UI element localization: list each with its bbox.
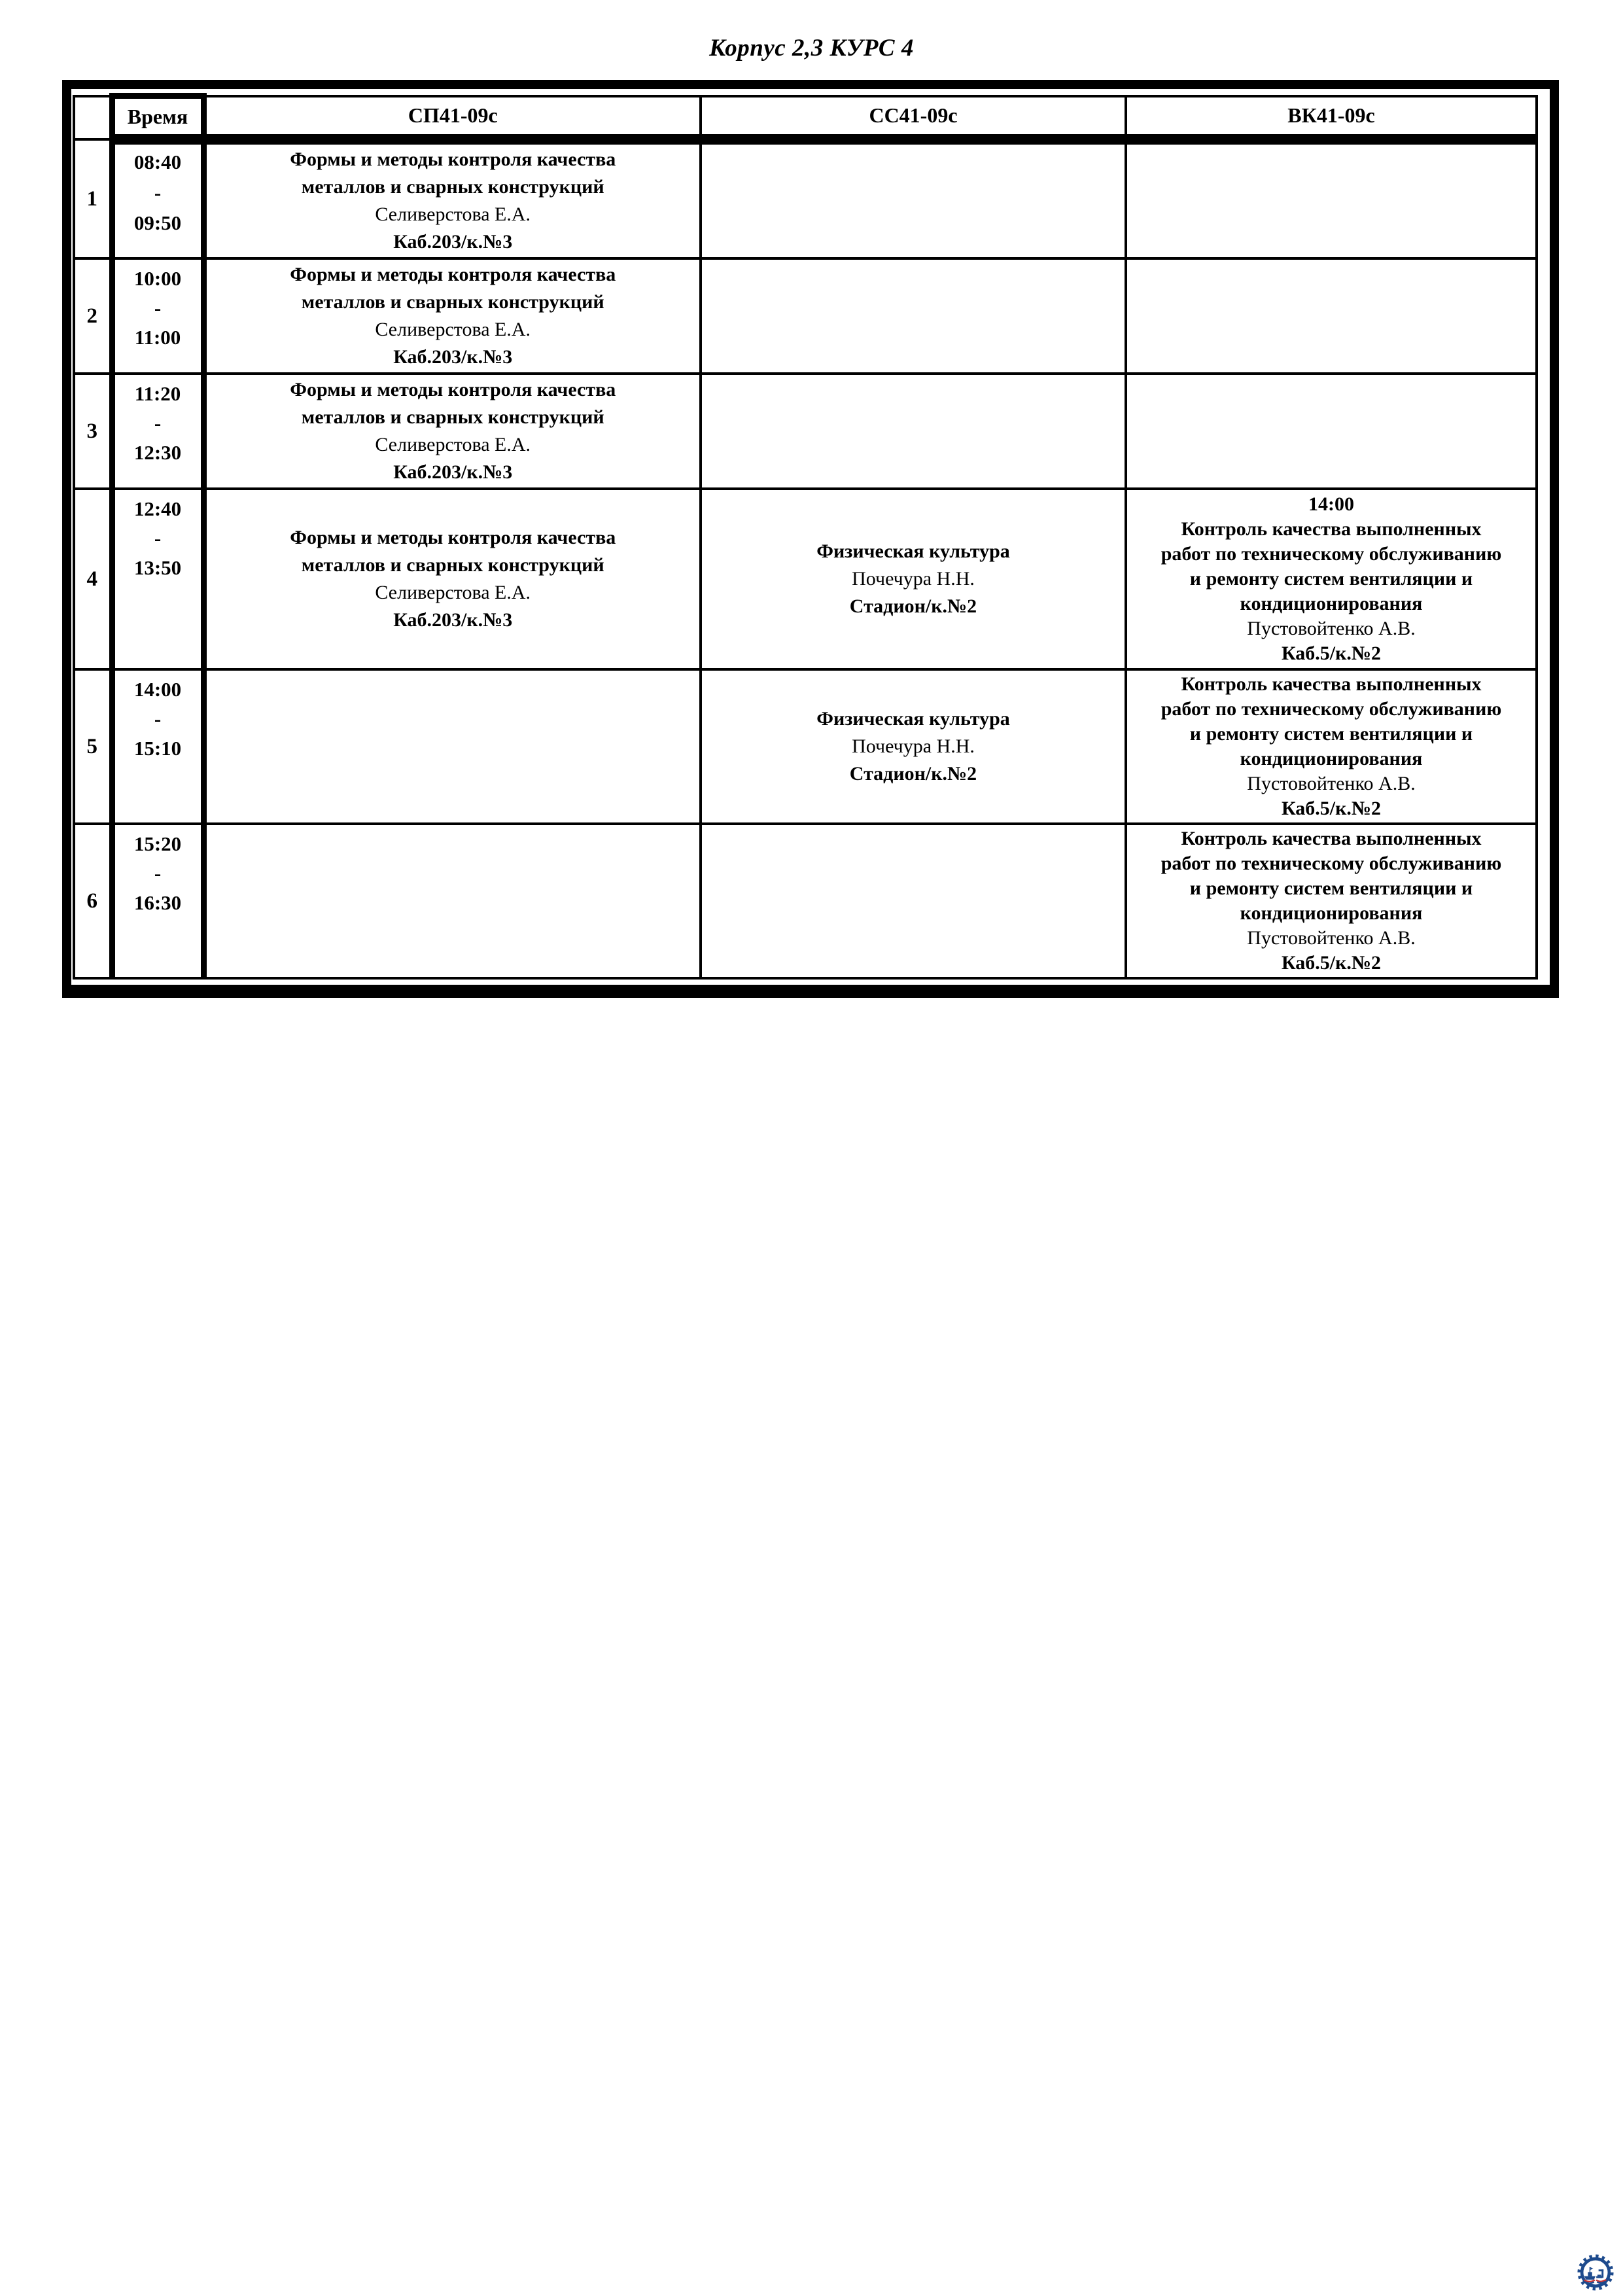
schedule-row-4 — [74, 489, 1537, 669]
lesson-cell-vk41 — [1126, 489, 1537, 669]
lesson-subject-line: кондиционирования — [1240, 902, 1423, 924]
lesson-teacher: Селиверстова Е.А. — [375, 203, 531, 225]
lesson-cell-vk41 — [1126, 374, 1537, 489]
lesson-cell-vk41 — [1126, 669, 1537, 824]
time-dash: - — [154, 181, 162, 204]
lesson-subject-line: кондиционирования — [1240, 748, 1423, 769]
lesson-subject-line: Физическая культура — [816, 708, 1010, 730]
lesson-subject-line: Формы и методы контроля качества — [290, 527, 616, 548]
lesson-cell-vk41 — [1126, 139, 1537, 258]
lesson-subject-line: Формы и методы контроля качества — [290, 149, 616, 170]
lesson-room: Каб.203/к.№3 — [393, 346, 513, 368]
lesson-subject-line: работ по техническому обслуживанию — [1161, 853, 1502, 874]
lesson-cell-ss41 — [701, 824, 1126, 978]
lesson-cell-ss41 — [701, 139, 1126, 258]
schedule-row-1 — [74, 139, 1537, 258]
lesson-cell-sp41 — [203, 489, 701, 669]
time-end: 09:50 — [133, 211, 182, 234]
lesson-cell-vk41 — [1126, 258, 1537, 374]
lesson-start-time: 14:00 — [1308, 493, 1354, 515]
schedule-row-3 — [74, 374, 1537, 489]
lesson-teacher: Селиверстова Е.А. — [375, 434, 531, 455]
lesson-room: Стадион/к.№2 — [849, 763, 977, 785]
lesson-cell-vk41 — [1126, 824, 1537, 978]
lesson-time — [112, 669, 203, 824]
lesson-time — [112, 258, 203, 374]
page-title: Корпус 2,3 КУРС 4 — [709, 35, 914, 62]
time-dash: - — [154, 296, 162, 319]
lesson-time — [112, 139, 203, 258]
time-start: 10:00 — [133, 267, 182, 290]
lesson-room: Каб.203/к.№3 — [393, 461, 513, 483]
time-start: 15:20 — [133, 832, 182, 855]
lesson-number: 1 — [74, 139, 112, 258]
schedule-row-6 — [74, 824, 1537, 978]
lesson-teacher: Почечура Н.Н. — [852, 568, 975, 590]
time-dash: - — [154, 527, 162, 550]
lesson-subject-line: металлов и сварных конструкций — [301, 406, 604, 428]
lesson-cell-sp41 — [203, 258, 701, 374]
lesson-room: Каб.203/к.№3 — [393, 609, 513, 631]
lesson-teacher: Селиверстова Е.А. — [375, 582, 531, 603]
lesson-subject-line: Контроль качества выполненных — [1181, 673, 1482, 695]
lesson-time — [112, 824, 203, 978]
lesson-subject-line: металлов и сварных конструкций — [301, 176, 604, 198]
time-end: 15:10 — [133, 737, 182, 760]
time-start: 11:20 — [134, 382, 181, 405]
lesson-subject-line: работ по техническому обслуживанию — [1161, 698, 1502, 720]
lesson-cell-ss41 — [701, 374, 1126, 489]
lesson-teacher: Селиверстова Е.А. — [375, 319, 531, 340]
lesson-room: Стадион/к.№2 — [849, 595, 977, 617]
time-dash: - — [154, 412, 162, 434]
lesson-subject-line: работ по техническому обслуживанию — [1161, 543, 1502, 565]
lesson-cell-ss41 — [701, 669, 1126, 824]
time-start: 12:40 — [133, 497, 182, 520]
schedule-table-frame — [62, 80, 1559, 998]
header-cell-time: Время — [112, 96, 203, 140]
lesson-number: 6 — [74, 824, 112, 978]
header-cell-group-ss41: СС41-09с — [701, 96, 1126, 140]
time-end: 12:30 — [133, 441, 182, 464]
lesson-subject-line: Формы и методы контроля качества — [290, 379, 616, 400]
lesson-room: Каб.203/к.№3 — [393, 231, 513, 253]
lesson-subject-line: и ремонту систем вентиляции и — [1189, 568, 1473, 590]
lesson-teacher: Пустовойтенко А.В. — [1247, 618, 1416, 639]
time-start: 08:40 — [133, 150, 182, 173]
lesson-cell-ss41 — [701, 258, 1126, 374]
schedule-table — [73, 93, 1538, 980]
lesson-number: 4 — [74, 489, 112, 669]
schedule-row-2 — [74, 258, 1537, 374]
lesson-subject-line: Физическая культура — [816, 540, 1010, 562]
lesson-subject-line: Контроль качества выполненных — [1181, 828, 1482, 849]
header-cell-group-sp41: СП41-09с — [203, 96, 701, 140]
lesson-cell-sp41 — [203, 374, 701, 489]
lesson-cell-sp41 — [203, 824, 701, 978]
lesson-room: Каб.5/к.№2 — [1281, 952, 1382, 974]
lesson-teacher: Пустовойтенко А.В. — [1247, 927, 1416, 949]
lesson-teacher: Пустовойтенко А.В. — [1247, 773, 1416, 794]
lesson-time — [112, 489, 203, 669]
lesson-number: 2 — [74, 258, 112, 374]
time-dash: - — [154, 707, 162, 730]
time-end: 16:30 — [133, 891, 182, 914]
lesson-subject-line: металлов и сварных конструкций — [301, 554, 604, 576]
lesson-room: Каб.5/к.№2 — [1281, 643, 1382, 664]
lesson-subject-line: Формы и методы контроля качества — [290, 264, 616, 285]
lesson-cell-sp41 — [203, 139, 701, 258]
lesson-subject-line: и ремонту систем вентиляции и — [1189, 723, 1473, 745]
schedule-row-5 — [74, 669, 1537, 824]
lesson-subject-line: и ремонту систем вентиляции и — [1189, 877, 1473, 899]
lesson-cell-ss41 — [701, 489, 1126, 669]
lesson-teacher: Почечура Н.Н. — [852, 735, 975, 757]
header-cell-number — [74, 96, 112, 140]
time-start: 14:00 — [133, 678, 182, 701]
lesson-subject-line: кондиционирования — [1240, 593, 1423, 614]
time-dash: - — [154, 862, 162, 885]
lesson-room: Каб.5/к.№2 — [1281, 798, 1382, 819]
header-row — [74, 96, 1537, 140]
time-end: 13:50 — [133, 556, 182, 579]
lesson-number: 3 — [74, 374, 112, 489]
lesson-number: 5 — [74, 669, 112, 824]
lesson-time — [112, 374, 203, 489]
lesson-subject-line: Контроль качества выполненных — [1181, 518, 1482, 540]
gear-ship-logo-icon — [1577, 2253, 1614, 2291]
lesson-cell-sp41 — [203, 669, 701, 824]
header-cell-group-vk41: ВК41-09с — [1126, 96, 1537, 140]
time-end: 11:00 — [134, 326, 181, 349]
lesson-subject-line: металлов и сварных конструкций — [301, 291, 604, 313]
